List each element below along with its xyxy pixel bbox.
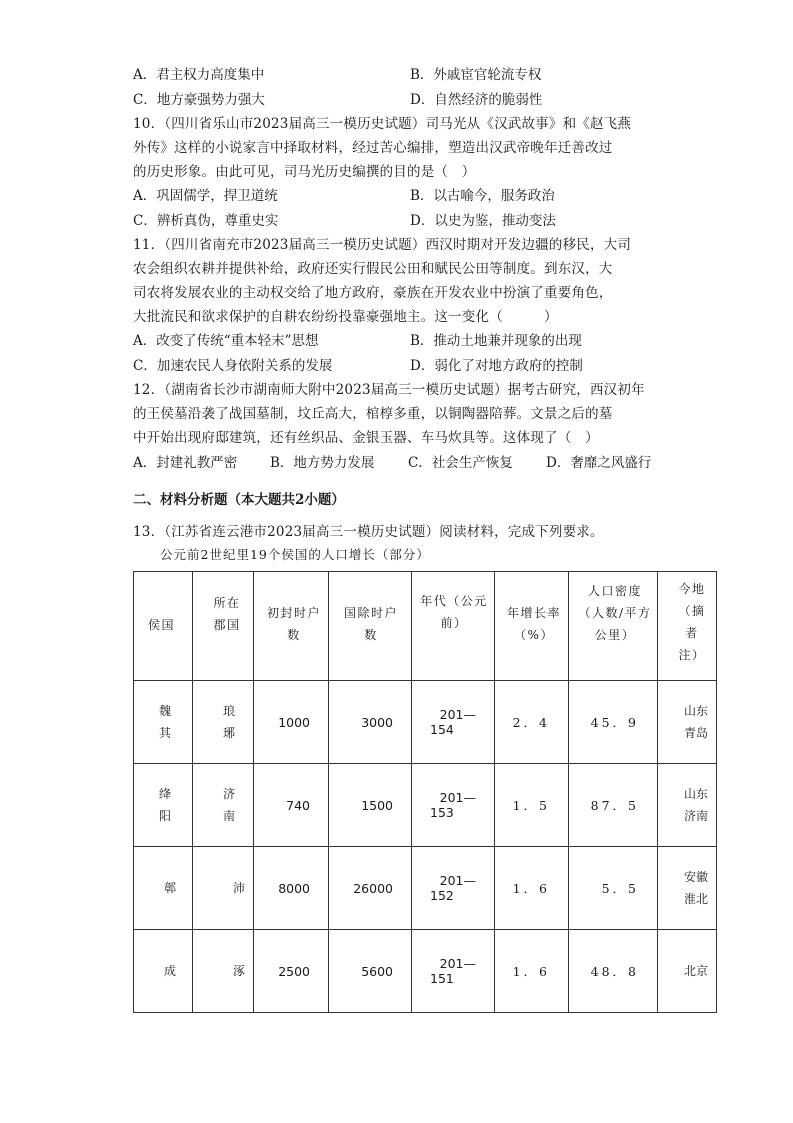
cell-commandery: 沛 [193,847,254,930]
q11-stem-line-3: 司农将发展农业的主动权交给了地方政府，豪族在开发农业中扮演了重要角色， [133,285,613,301]
q11-option-a[interactable]: A．改变了传统“重本轻末”思想 [133,333,319,349]
header-density: 人口密度（人数/平方公里） [569,572,658,681]
q9-option-c[interactable]: C．地方豪强势力强大 [133,92,265,108]
cell-final: 1500 [329,764,412,847]
q11-stem-line-1: 11．（四川省南充市2023届高三一模历史试题）西汉时期对开发边疆的移民，大司 [133,237,632,253]
table-row [134,847,717,930]
cell-density: 87．5 [569,764,658,847]
cell-period: 201— 154 [412,681,495,764]
q10-stem-line-2: 外传》这样的小说家言中择取材料，经过苦心编排，塑造出汉武帝晚年迁善改过 [133,140,613,156]
cell-today: 山东青岛 [658,681,717,764]
header-growth-rate: 年增长率（%） [495,572,569,681]
q10-option-c[interactable]: C．辨析真伪，尊重史实 [133,213,279,229]
cell-initial: 8000 [254,847,329,930]
header-period: 年代（公元前） [412,572,495,681]
population-table [133,571,717,1013]
q11-stem-line-2: 农会组织农耕并提供补给，政府还实行假民公田和赋民公田等制度。到东汉，大 [133,261,613,277]
header-final-households: 国除时户数 [329,572,412,681]
q10-option-d[interactable]: D．以史为鉴，推动变法 [410,213,556,229]
cell-commandery: 琅琊 [193,681,254,764]
q9-option-d[interactable]: D．自然经济的脆弱性 [410,92,543,108]
cell-growth: 1．5 [495,764,569,847]
table-row [134,764,717,847]
cell-commandery: 涿 [193,930,254,1013]
cell-final: 26000 [329,847,412,930]
table-header-row [134,572,717,681]
cell-period: 201— 151 [412,930,495,1013]
cell-density: 45．9 [569,681,658,764]
cell-growth: 1．6 [495,847,569,930]
q10-option-b[interactable]: B．以古喻今，服务政治 [410,188,555,204]
cell-today: 北京 [658,930,717,1013]
q12-option-b[interactable]: B．地方势力发展 [270,455,375,471]
cell-final: 3000 [329,681,412,764]
header-state: 侯国 [134,572,193,681]
q12-option-d[interactable]: D．奢靡之风盛行 [546,455,652,471]
cell-state: 魏其 [134,681,193,764]
cell-density: 5．5 [569,847,658,930]
table-row [134,681,717,764]
q12-stem-line-2: 的王侯墓沿袭了战国墓制，坟丘高大，棺椁多重，以铜陶器陪葬。文景之后的墓 [133,406,613,422]
section-heading: 二、材料分析题（本大题共2小题） [133,492,345,508]
q10-options-row-1 [133,184,693,208]
q10-options-row-2 [133,209,693,233]
q12-option-c[interactable]: C．社会生产恢复 [408,455,513,471]
q10-stem-line-3: 的历史形象。由此可见，司马光历史编撰的目的是（ ） [133,164,476,180]
header-commandery: 所在郡国 [193,572,254,681]
q12-stem-line-3: 中开始出现府邸建筑，还有丝织品、金银玉器、车马炊具等。这体现了（ ） [133,430,599,446]
q9-option-b[interactable]: B．外戚宦官轮流专权 [410,67,542,83]
cell-period: 201— 152 [412,847,495,930]
cell-growth: 1．6 [495,930,569,1013]
q11-options-row-1 [133,329,693,353]
cell-initial: 1000 [254,681,329,764]
q11-stem-line-4: 大批流民和欲求保护的自耕农纷纷投靠豪强地主。这一变化（ ） [133,309,558,325]
header-initial-households: 初封时户数 [254,572,329,681]
q11-options-row-2 [133,354,693,378]
header-present-location: 今地（摘者注） [658,572,717,681]
q12-options-row [133,451,693,475]
table-caption: 公元前2世纪里19个侯国的人口增长（部分） [160,547,430,562]
cell-today: 山东济南 [658,764,717,847]
cell-initial: 740 [254,764,329,847]
q11-option-c[interactable]: C．加速农民人身依附关系的发展 [133,358,333,374]
q11-option-b[interactable]: B．推动土地兼并现象的出现 [410,333,582,349]
q9-option-a[interactable]: A．君主权力高度集中 [133,67,265,83]
cell-state: 鄣 [134,847,193,930]
q9-options-row-2 [133,88,693,112]
q12-stem-line-1: 12．（湖南省长沙市湖南师大附中2023届高三一模历史试题）据考古研究，西汉初年 [133,382,645,398]
cell-state: 成 [134,930,193,1013]
q10-stem-line-1: 10．（四川省乐山市2023届高三一模历史试题）司马光从《汉武故事》和《赵飞燕 [133,116,632,132]
q11-option-d[interactable]: D．弱化了对地方政府的控制 [410,358,583,374]
q9-options-row-1 [133,63,693,87]
q10-option-a[interactable]: A．巩固儒学，捍卫道统 [133,188,278,204]
table-row [134,930,717,1013]
q13-stem-line-1: 13．（江苏省连云港市2023届高三一模历史试题）阅读材料，完成下列要求。 [133,524,604,540]
cell-growth: 2．4 [495,681,569,764]
q12-option-a[interactable]: A．封建礼教严密 [133,455,238,471]
cell-today: 安徽淮北 [658,847,717,930]
cell-commandery: 济南 [193,764,254,847]
cell-final: 5600 [329,930,412,1013]
cell-period: 201— 153 [412,764,495,847]
cell-density: 48．8 [569,930,658,1013]
cell-state: 绛阳 [134,764,193,847]
cell-initial: 2500 [254,930,329,1013]
